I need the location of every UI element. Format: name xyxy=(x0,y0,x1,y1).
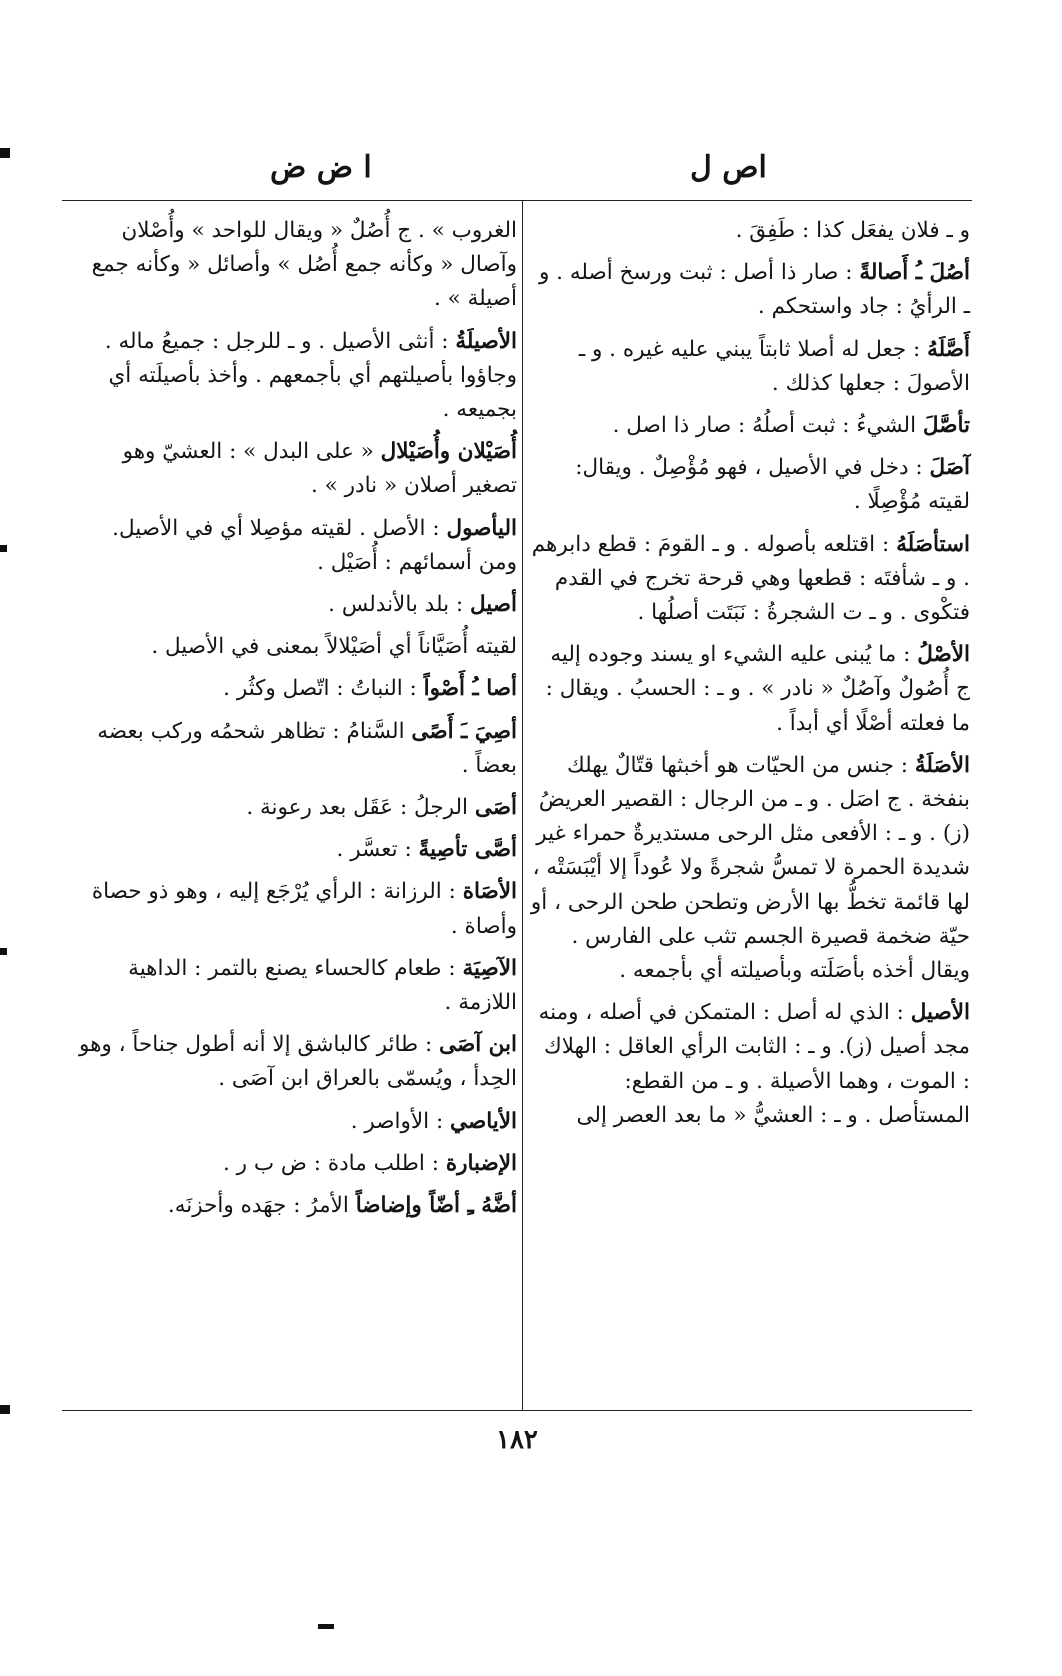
dictionary-entry xyxy=(72,630,517,664)
right-column xyxy=(530,214,970,1141)
entry-definition: : الأصل . لقيته مؤصِلا أي في الأصيل. ومن أسمائهم : أُصَيْل . xyxy=(112,515,517,575)
entry-definition: السَّنامُ : تظاهر شحمُه وركب بعضه بعضاً . xyxy=(97,718,517,778)
entry-definition: « على البدل » : العشيّ وهو تصغير أصلان « نادر » . xyxy=(122,439,517,499)
header-rule xyxy=(62,200,972,201)
dictionary-entry xyxy=(72,715,517,783)
margin-mark xyxy=(0,948,7,955)
entry-headword: الأياصي xyxy=(450,1108,517,1134)
dictionary-entry xyxy=(530,214,970,248)
entry-definition: : بلد بالأندلس . xyxy=(328,592,464,618)
dictionary-entry xyxy=(530,528,970,631)
entry-definition: : الأواصر . xyxy=(350,1108,444,1134)
entry-definition: : جنس من الحيّات هو أخبثها قتّالٌ يهلك بنفخة . ج اصَل . و ـ من الرجال : القصير العريضُ (ز) . و ـ : الأفعى مثل الرحى مستديرةٌ حمراء غير شديدة الحمرة لا تمسُّ شجرةً ولا عُوداً إلا أيْبَسَتْه ، لها قائمة تخطُّ بها الأرض وتطحن طحن الرحى ، أو حيّة ضخمة قصيرة الجسم تثب على الفارس . ويقال أخذه بأصَلَته وبأصيلته أي بأجمعه . xyxy=(530,752,970,984)
entry-definition: : ما يُبنى عليه الشيء او يسند وجوده إليه ج أُصُولٌ وآصُلٌ « نادر » . و ـ : الحسبُ . ويقال : ما فعلته أصْلًا أي أبداً . xyxy=(545,642,970,736)
dictionary-entry xyxy=(72,325,517,428)
entry-definition: : تعسَّر . xyxy=(336,837,412,863)
entry-headword: تأصَّلَ xyxy=(922,413,970,439)
running-header-left: ا ض ض xyxy=(270,150,372,185)
margin-mark xyxy=(0,1405,10,1414)
dictionary-entry xyxy=(72,952,517,1020)
dictionary-entry xyxy=(530,256,970,324)
entry-headword: أصِيَ ـَ أَصًى xyxy=(411,718,517,744)
entry-definition: : أنثى الأصيل . و ـ للرجل : جميعُ ماله . وجاؤوا بأصيلتهم أي بأجمعهم . وأخذ بأصيلَته أي بجميعه . xyxy=(104,328,517,423)
dictionary-entry xyxy=(72,1147,517,1181)
entry-definition: : اطلب مادة : ض ب ر . xyxy=(222,1150,439,1176)
footer-rule xyxy=(62,1410,972,1411)
entry-definition: : اقتلعه بأصوله . و ـ القومَ : قطع دابرهم . و ـ شأفتَه : قطعها وهي قرحة تخرج في القدم فتكْوى . و ـ ت الشجرةُ : نَبَتَت أصلُها . xyxy=(531,531,970,626)
dictionary-entry xyxy=(72,1189,517,1223)
dictionary-entry xyxy=(72,833,517,867)
entry-headword: الأصيل xyxy=(910,1000,970,1026)
margin-mark xyxy=(318,1624,334,1629)
entry-definition: : صار ذا أصل : ثبت ورسخ أصله . و ـ الرأيُ : جاد واستحكم . xyxy=(538,260,970,320)
dictionary-entry xyxy=(72,435,517,503)
entry-definition: الغروب » . ج أُصُلٌ « ويقال للواحد » وأُصْلان وآصال « وكأنه جمع أُصُل » وأصائل « وكأنه جمع أصيلة » . xyxy=(91,218,517,312)
entry-definition: لقيته أُصَيَّاناً أي أصَيْلالاً بمعنى في الأصيل . xyxy=(151,634,517,660)
entry-definition: الشيءُ : ثبت أصلُهُ : صار ذا اصل . xyxy=(612,413,917,439)
running-header-right: اص ل xyxy=(690,150,767,185)
entry-definition: الأمرُ : جهَده وأحزنَه. xyxy=(167,1193,349,1219)
dictionary-entry xyxy=(72,875,517,943)
entry-headword: اليأصول xyxy=(446,515,517,541)
entry-definition: : جعل له أصلا ثابتاً يبني عليه غيره . و ـ الأصولَ : جعلها كذلك . xyxy=(578,336,970,396)
entry-definition: : الرزانة : الرأي يُرْجَع إليه ، وهو ذو حصاة وأصاة . xyxy=(91,879,517,939)
entry-definition: الرجلُ : عَقَل بعد رعونة . xyxy=(246,795,468,821)
entry-headword: الأصَاة xyxy=(462,879,517,905)
entry-headword: أضَّهُ ـِ أضّاً وإضاضاً xyxy=(355,1193,517,1219)
dictionary-entry xyxy=(72,214,517,317)
entry-headword: ابن آصَى xyxy=(439,1032,517,1058)
dictionary-entry xyxy=(530,996,970,1133)
dictionary-entry xyxy=(530,749,970,988)
entry-headword: الأصْلُ xyxy=(917,642,970,668)
entry-headword: الأصيلَةُ xyxy=(455,328,517,354)
dictionary-entry xyxy=(72,512,517,580)
margin-mark xyxy=(0,545,7,552)
entry-headword: أُصَيْلان وأُصَيْلال xyxy=(380,439,517,465)
dictionary-entry xyxy=(530,333,970,401)
dictionary-entry xyxy=(530,451,970,519)
entry-headword: الإضبارة xyxy=(445,1150,517,1176)
entry-headword: الأصَلَةُ xyxy=(914,752,970,778)
dictionary-entry xyxy=(530,638,970,741)
entry-headword: أَصَّلَهُ xyxy=(927,336,970,362)
entry-definition: : طعام كالحساء يصنع بالتمر : الداهية اللازمة . xyxy=(128,955,517,1016)
entry-headword: أصا ـُ أَصْواً xyxy=(423,676,517,702)
entry-headword: أصيل xyxy=(470,592,517,618)
entry-headword: الآصِيَة xyxy=(462,955,517,981)
dictionary-entry xyxy=(72,672,517,706)
entry-headword: أصَّى تأصِيةً xyxy=(418,837,517,863)
dictionary-entry xyxy=(72,1105,517,1139)
entry-definition: : طائر كالباشق إلا أنه أطول جناحاً ، وهو الحِدأ ، ويُسمّى بالعراق ابن آصَى . xyxy=(78,1032,517,1092)
margin-mark xyxy=(0,148,10,158)
entry-definition: : الذي له أصل : المتمكن في أصله ، ومنه مجد أصيل (ز). و ـ : الثابت الرأي العاقل : الهلاك : الموت ، وهما الأصيلة . و ـ من القطع: المستأصل . و ـ : العشيُّ « ما بعد العصر إلى xyxy=(538,1000,970,1128)
entry-headword: استأصَلَهُ xyxy=(896,531,970,557)
entry-definition: : النباتُ : اتّصل وكثُر . xyxy=(223,676,417,702)
dictionary-entry xyxy=(530,409,970,443)
entry-headword: آصَلَ xyxy=(929,455,970,481)
entry-headword: أصُلَ ـُ أَصالةً xyxy=(859,260,970,286)
entry-definition: : دخل في الأصيل ، فهو مُؤْصِلٌ . ويقال: لقيته مُؤْصِلًا . xyxy=(575,455,970,515)
entry-definition: و ـ فلان يفعَل كذا : طَفِقَ . xyxy=(735,218,970,243)
left-column xyxy=(72,214,517,1231)
page-number: ١٨٢ xyxy=(496,1425,538,1455)
dictionary-entry xyxy=(72,588,517,622)
column-divider xyxy=(522,200,523,1410)
dictionary-entry xyxy=(72,791,517,825)
entry-headword: أصَى xyxy=(474,795,517,821)
dictionary-entry xyxy=(72,1028,517,1096)
